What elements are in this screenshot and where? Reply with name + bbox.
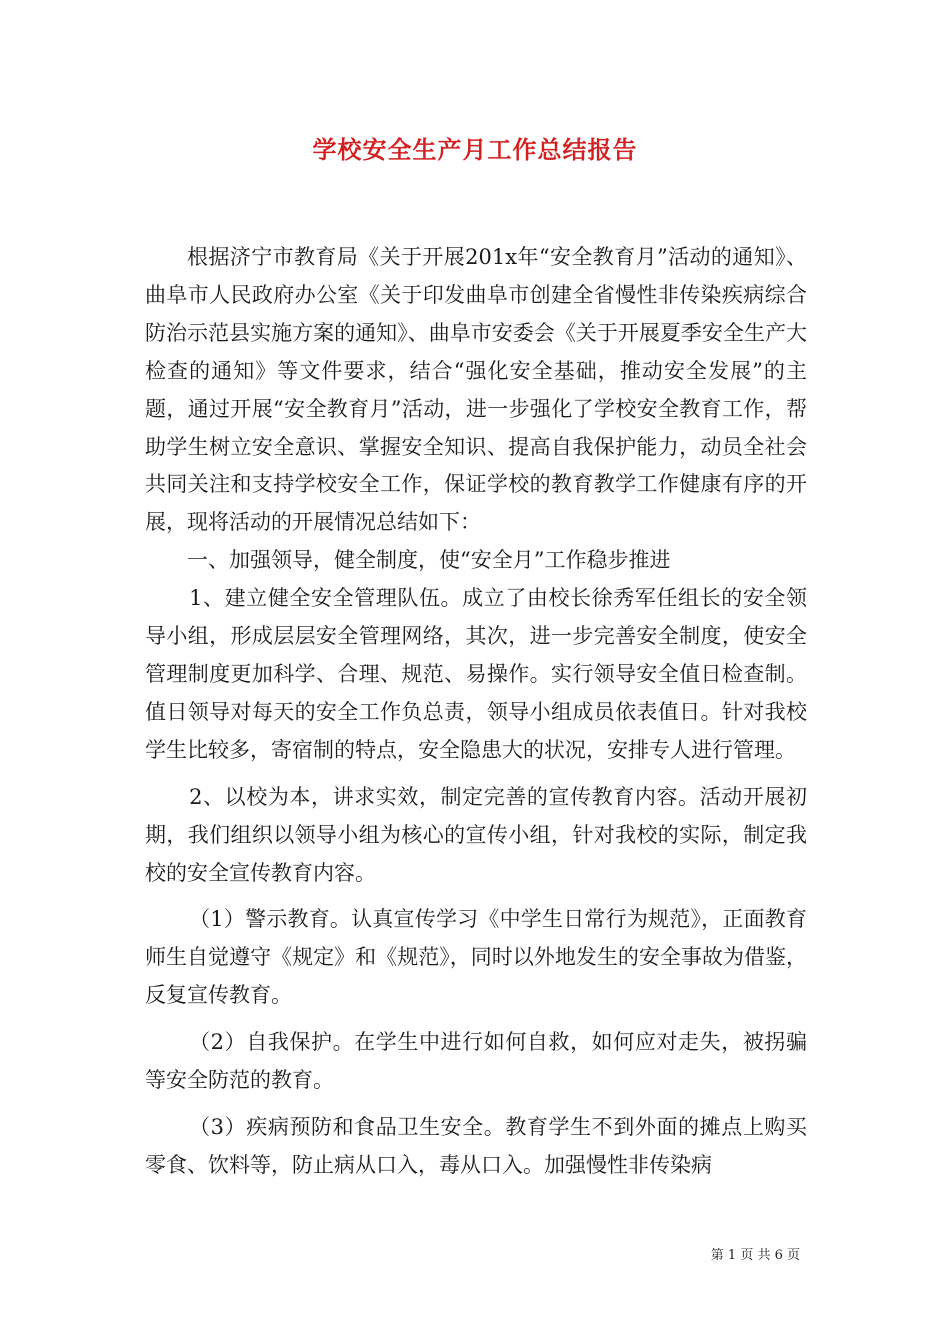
paragraph-subitem-2: （2）自我保护。在学生中进行如何自救，如何应对走失，被拐骗等安全防范的教育。 bbox=[145, 1030, 807, 1093]
section-heading-1: 一、加强领导，健全制度，使“安全月”工作稳步推进 bbox=[187, 548, 671, 573]
page-number: 第 1 页 共 6 页 bbox=[710, 1248, 800, 1263]
paragraph-item-2: 2、以校为本，讲求实效，制定完善的宣传教育内容。活动开展初期，我们组织以领导小组为核心的宣传小组，针对我校的实际，制定我校的安全宣传教育内容。 bbox=[145, 784, 807, 885]
paragraph-intro: 根据济宁市教育局《关于开展201x年“安全教育月”活动的通知》、曲阜市人民政府办公室《关于印发曲阜市创建全省慢性非传染疾病综合防治示范县实施方案的通知》、曲阜市安委会《关于开展夏季安全生产大检查的通知》等文件要求，结合“强化安全基础，推动安全发展”的主题，通过开展“安全教育月”活动，进一步强化了学校安全教育工作，帮助学生树立安全意识、掌握安全知识、提高自我保护能力，动员全社会共同关注和支持学校安全工作，保证学校的教育教学工作健康有序的开展，现将活动的开展情况总结如下： bbox=[145, 245, 807, 535]
document-body bbox=[145, 239, 807, 1185]
paragraph-subitem-3: （3）疾病预防和食品卫生安全。教育学生不到外面的摊点上购买零食、饮料等，防止病从口入，毒从口入。加强慢性非传染病 bbox=[145, 1114, 807, 1177]
document-title: 学校安全生产月工作总结报告 bbox=[312, 135, 638, 164]
paragraph-item-1: 1、建立健全安全管理队伍。成立了由校长徐秀军任组长的安全领导小组，形成层层安全管理网络，其次，进一步完善安全制度，使安全管理制度更加科学、合理、规范、易操作。实行领导安全值日检查制。值日领导对每天的安全工作负总责，领导小组成员依表值日。针对我校学生比较多，寄宿制的特点，安全隐患大的状况，安排专人进行管理。 bbox=[145, 586, 807, 762]
paragraph-subitem-1: （1）警示教育。认真宣传学习《中学生日常行为规范》，正面教育师生自觉遵守《规定》和《规范》，同时以外地发生的安全事故为借鉴，反复宣传教育。 bbox=[145, 907, 807, 1008]
